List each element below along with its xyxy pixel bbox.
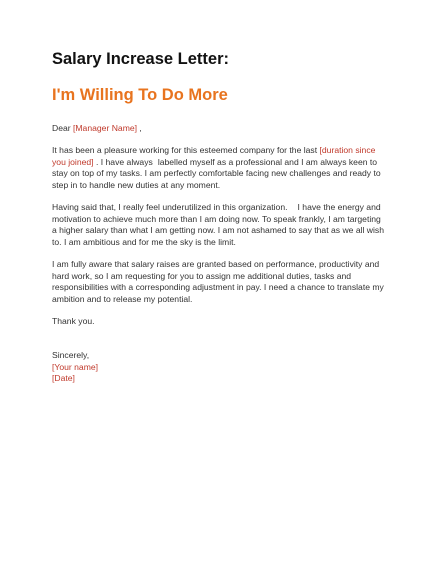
paragraph-1-text: . I have always <box>93 156 153 167</box>
salutation-suffix: , <box>137 123 142 133</box>
paragraph-1-text: labelled myself as a professional and I am always keen to <box>157 156 378 167</box>
your-name-placeholder: [Your name] <box>52 361 99 372</box>
paragraph-3-line-4: ambition and to release my potential. <box>52 293 193 304</box>
paragraph-2-line-3: a higher salary than what I am getting now. I am not ashamed to say that as we all wish <box>52 225 384 236</box>
salutation-prefix: Dear <box>52 123 74 133</box>
thanks-line: Thank you. <box>52 316 95 326</box>
paragraph-2-text: I have the energy and <box>297 202 381 212</box>
paragraph-1-line-1 <box>52 145 388 157</box>
paragraph-3-line-2: hard work, so I am requesting for you to assign me additional duties, tasks and <box>52 270 352 281</box>
paragraph-1-text: It has been a pleasure working for this esteemed company for the last <box>52 145 320 155</box>
paragraph-2-line-4: to. I am ambitious and for me the sky is the limit. <box>52 236 236 247</box>
paragraph-1-line-2 <box>52 157 388 169</box>
paragraph-1-line-3: stay on top of my tasks. I am perfectly comfortable facing new challenges and ready to <box>52 168 381 179</box>
paragraph-1 <box>52 145 388 191</box>
paragraph-1-line-4: step in to handle new duties at any moment. <box>52 179 221 190</box>
paragraph-3-line-3: responsibilities with a corresponding adjustment in pay. I need a chance to translate my <box>52 282 384 293</box>
paragraph-3 <box>52 259 388 305</box>
salutation <box>52 123 388 135</box>
paragraph-3-line-1: I am fully aware that salary raises are granted based on performance, productivity and <box>52 259 380 269</box>
date-placeholder: [Date] <box>52 373 75 384</box>
signature-block <box>52 350 388 385</box>
paragraph-2 <box>52 202 388 248</box>
closing: Sincerely, <box>52 350 90 360</box>
letter-subtitle: I'm Willing To Do More <box>52 86 228 104</box>
manager-name-placeholder: [Manager Name] <box>73 123 138 133</box>
paragraph-2-line-1 <box>52 202 388 214</box>
paragraph-2-text: Having said that, I really feel underutilized in this organization. <box>52 202 288 212</box>
paragraph-2-line-2: motivation to achieve much more than I am doing now. To speak frankly, I am targeting <box>52 213 381 224</box>
duration-placeholder-start: [duration since <box>319 145 376 155</box>
duration-placeholder-end: you joined] <box>52 156 94 167</box>
letter-title: Salary Increase Letter: <box>52 50 230 68</box>
